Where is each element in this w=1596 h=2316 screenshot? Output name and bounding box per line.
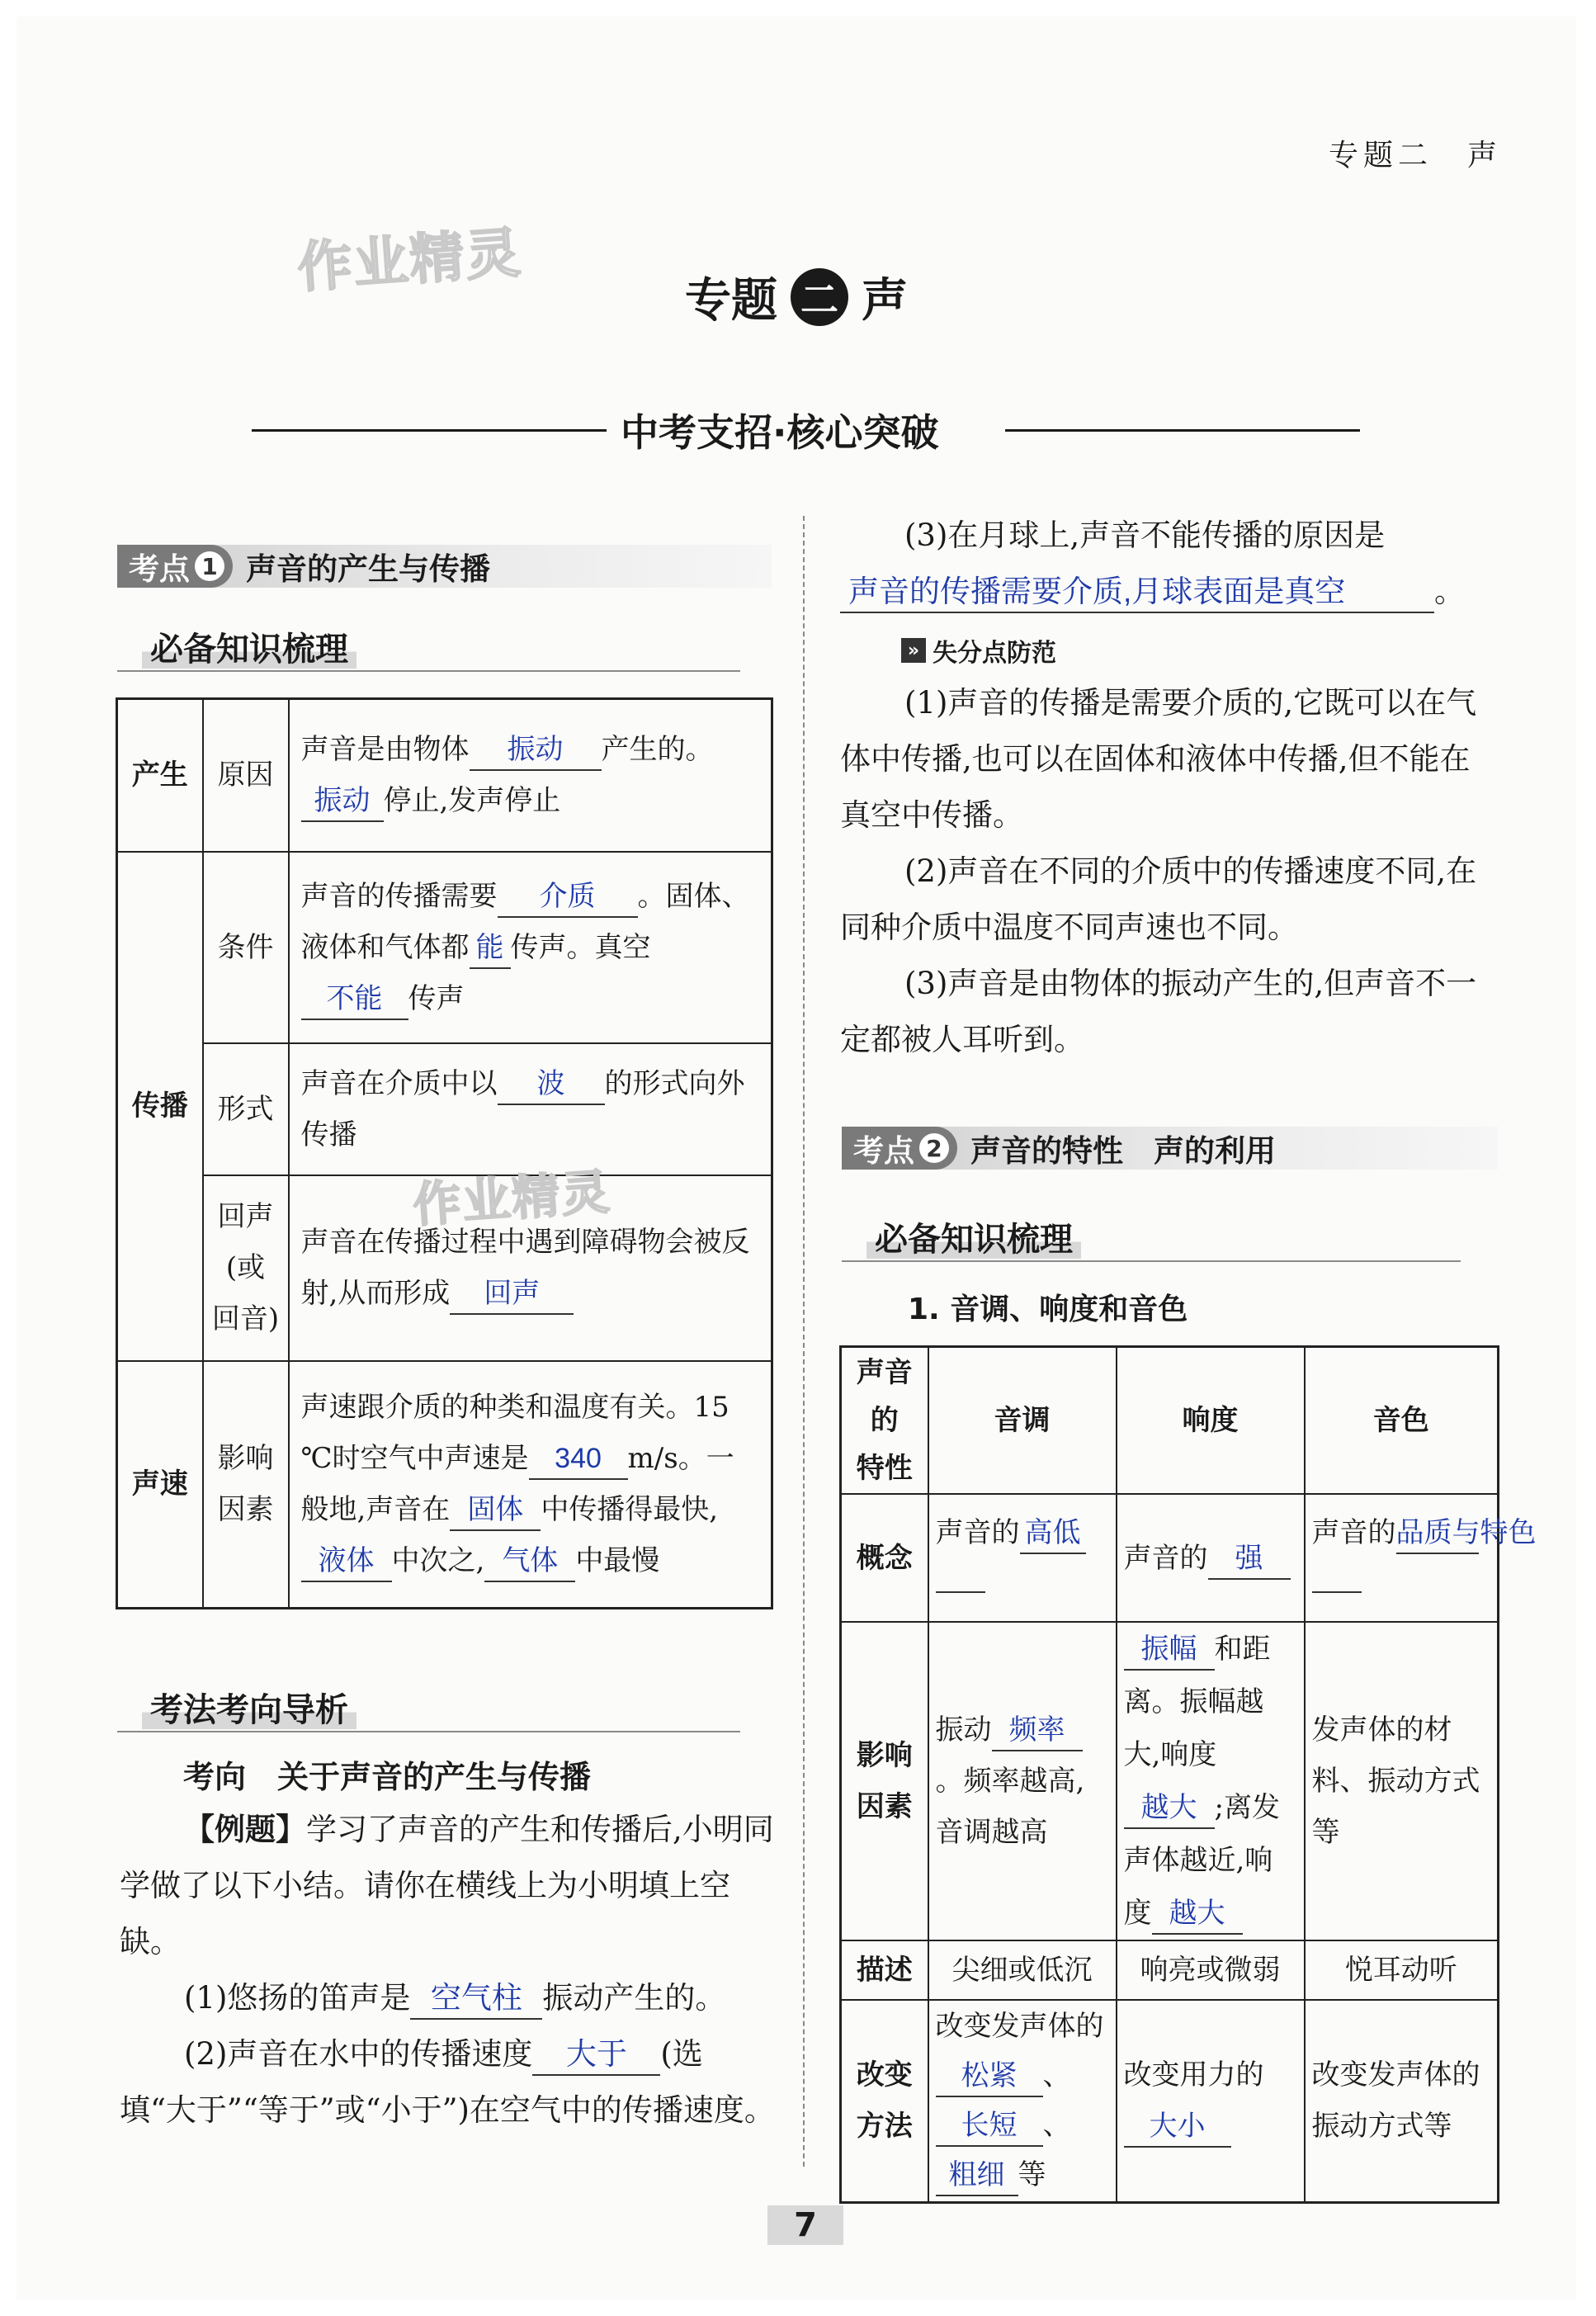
fangfan-content xyxy=(840,675,1500,1068)
table-cell: 声速跟介质的种类和温度有关。15 ℃时空气中声速是 340 m/s。一般地,声音在 固体 中传播得最快,液体 中次之, 气体 中最慢 xyxy=(289,1361,772,1609)
fangfan-p3: (3)声音是由物体的振动产生的,但声音不一定都被人耳听到。 xyxy=(840,966,1477,1057)
table-cell: 声音是由物体 振动 产生的。 振动 停止,发声停止 xyxy=(289,699,772,852)
table-cell: 声音的 高低 xyxy=(928,1494,1117,1622)
subsection-heading: 1. 音调、响度和音色 xyxy=(908,1293,1188,1326)
table-cell: 条件 xyxy=(203,852,289,1043)
example-label: 【例题】 xyxy=(184,1811,306,1847)
double-chevron-down-icon: » xyxy=(901,638,926,663)
kaodian-2-header xyxy=(842,1127,1498,1170)
table-cell: 原因 xyxy=(203,699,289,852)
table-cell: 描述 xyxy=(841,1940,928,2000)
table-cell: 改变发声体的振动方式等 xyxy=(1305,2000,1499,2202)
table-row xyxy=(117,852,772,1043)
title-number-badge: 二 xyxy=(791,268,848,326)
direction-heading: 考向 关于声音的产生与传播 xyxy=(183,1759,592,1795)
running-header: 专题二 声 xyxy=(1329,139,1503,173)
table-cell: 改变用力的大小 xyxy=(1117,2000,1305,2202)
title-prefix: 专题 xyxy=(685,274,777,328)
page-title xyxy=(685,264,908,330)
table-row xyxy=(841,2000,1499,2202)
example-q3: (3)在月球上,声音不能传播的原因是 声音的传播需要介质,月球表面是真空 。 xyxy=(840,508,1500,620)
table-cell: 影响 因素 xyxy=(841,1622,928,1940)
table-cell: 传播 xyxy=(117,852,203,1361)
table-cell: 发声体的材料、振动方式等 xyxy=(1305,1622,1499,1940)
column-divider xyxy=(803,516,805,2167)
kaodian-1-header xyxy=(117,545,772,588)
section-knowledge-1: 必备知识梳理 xyxy=(117,623,740,672)
table-cell: 概念 xyxy=(841,1494,928,1622)
banner-title: 中考支招·核心突破 xyxy=(621,410,939,455)
table-cell: 振动 频率。频率越高,音调越高 xyxy=(928,1622,1117,1940)
table-cell: 悦耳动听 xyxy=(1305,1940,1499,2000)
table-cell: 声音的品质与特色 xyxy=(1305,1494,1499,1622)
table-cell: 声音在介质中以 波 的形式向外传播 xyxy=(289,1043,772,1175)
fangfan-p2: (2)声音在不同的介质中的传播速度不同,在同种介质中温度不同声速也不同。 xyxy=(840,853,1477,945)
table-row xyxy=(117,1043,772,1175)
title-suffix: 声 xyxy=(862,274,908,328)
fangfan-header: » 失分点防范 xyxy=(901,632,1056,669)
kaodian-title: 声音的特性 声的利用 xyxy=(970,1133,1276,1169)
fangfan-p1: (1)声音的传播是需要介质的,它既可以在气体中传播,也可以在固体和液体中传播,但不能在真空中传播。 xyxy=(840,685,1477,833)
table-cell: 产生 xyxy=(117,699,203,852)
kaodian-tag: 考点 1 xyxy=(117,545,233,588)
table-cell: 响亮或微弱 xyxy=(1117,1940,1305,2000)
table-cell: 改变 方法 xyxy=(841,2000,928,2202)
knowledge-table-2 xyxy=(839,1345,1537,2204)
table-cell: 音色 xyxy=(1305,1347,1499,1495)
table-cell: 形式 xyxy=(203,1043,289,1175)
section-knowledge-2: 必备知识梳理 xyxy=(842,1213,1461,1262)
section-guide: 考法考向导析 xyxy=(117,1684,740,1732)
banner-rule-left xyxy=(252,429,607,432)
watermark: 作业精灵 xyxy=(411,1163,613,1234)
table-cell: 声音在传播过程中遇到障碍物会被反射,从而形成 回声 xyxy=(289,1175,772,1361)
table-cell: 改变发声体的 松紧 、 长短 、 粗细 等 xyxy=(928,2000,1117,2202)
table-row xyxy=(841,1940,1499,2000)
example-q2: (2)声音在水中的传播速度 大于 (选填“大于”“等于”或“小于”)在空气中的传播速度。 xyxy=(120,2036,775,2128)
table-row xyxy=(841,1347,1499,1495)
example-q1: (1)悠扬的笛声是 空气柱 振动产生的。 xyxy=(120,1970,776,2026)
table-cell: 回声 (或 回音) xyxy=(203,1175,289,1361)
table-cell: 振幅 和距离。振幅越大,响度越大 ;离发声体越近,响度 越大 xyxy=(1117,1622,1305,1940)
table-cell: 声速 xyxy=(117,1361,203,1609)
table-cell: 声音的 特性 xyxy=(841,1347,928,1495)
table-cell: 声音的传播需要 介质 。固体、液体和气体都 能 传声。真空 不能 传声 xyxy=(289,852,772,1043)
table-row xyxy=(841,1494,1499,1622)
kaodian-tag: 考点 2 xyxy=(842,1127,957,1170)
banner-rule-right xyxy=(1005,429,1360,432)
example-block xyxy=(120,1801,776,2139)
watermark: 作业精灵 xyxy=(295,220,524,300)
page-number: 7 xyxy=(767,2205,843,2245)
table-cell: 影响 因素 xyxy=(203,1361,289,1609)
table-cell: 响度 xyxy=(1117,1347,1305,1495)
table-row xyxy=(117,1361,772,1609)
knowledge-table-1 xyxy=(116,697,773,1609)
example-intro: 学习了声音的产生和传播后,小明同学做了以下小结。请你在横线上为小明填上空缺。 xyxy=(120,1812,774,1959)
table-cell: 音调 xyxy=(928,1347,1117,1495)
kaodian-title: 声音的产生与传播 xyxy=(246,551,490,587)
table-cell: 声音的 强 xyxy=(1117,1494,1305,1622)
table-row xyxy=(117,699,772,852)
table-row xyxy=(841,1622,1499,1940)
table-cell: 尖细或低沉 xyxy=(928,1940,1117,2000)
